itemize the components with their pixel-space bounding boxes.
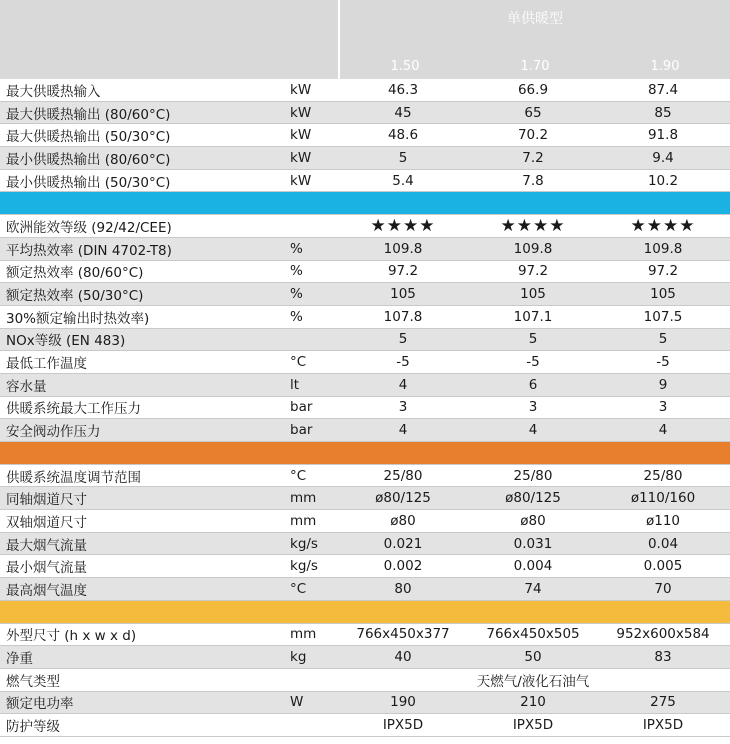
- row-value: 87.4: [647, 81, 679, 98]
- row-label: 最高烟气温度: [6, 582, 87, 599]
- row-value: -5: [396, 354, 410, 371]
- table-row: [0, 102, 730, 125]
- table-row: [0, 147, 730, 170]
- row-value: IPX5D: [512, 717, 554, 734]
- row-value: ø80/125: [505, 490, 561, 507]
- row-value: 190: [390, 694, 416, 711]
- row-unit: °C: [290, 467, 307, 484]
- row-value: 66.9: [517, 81, 549, 98]
- row-value: 109.8: [513, 240, 553, 257]
- row-unit: °C: [290, 580, 307, 597]
- row-unit: %: [290, 308, 303, 325]
- row-value: 85: [654, 104, 672, 121]
- table-row: [0, 578, 730, 601]
- row-value: 7.8: [522, 172, 544, 189]
- table-row: [0, 351, 730, 374]
- row-label: 同轴烟道尺寸: [6, 492, 87, 509]
- row-value: 48.6: [387, 127, 419, 144]
- row-label: 双轴烟道尺寸: [6, 514, 87, 531]
- row-unit: mm: [290, 626, 317, 643]
- table-row: [0, 283, 730, 306]
- row-value: 10.2: [647, 172, 679, 189]
- row-value: 107.1: [513, 308, 553, 325]
- row-label: 供暖系统最大工作压力: [6, 401, 141, 418]
- model-label: 1.70: [520, 59, 550, 74]
- row-value: ø80: [390, 512, 416, 529]
- row-value: 83: [654, 649, 672, 666]
- model-label: 1.50: [390, 59, 420, 74]
- table-row: [0, 215, 730, 238]
- row-unit: bar: [290, 399, 313, 416]
- section-efficiency: [0, 215, 730, 442]
- energy-stars: ★★★★: [500, 215, 566, 236]
- section-general: [0, 624, 730, 737]
- row-label: 供暖系统温度调节范围: [6, 469, 141, 486]
- table-row: [0, 261, 730, 284]
- row-value: 105: [390, 286, 416, 303]
- row-value: 0.005: [643, 558, 683, 575]
- row-value: 80: [394, 580, 412, 597]
- row-label: 平均热效率 (DIN 4702-T8): [6, 242, 172, 259]
- table-row: [0, 555, 730, 578]
- row-unit: kg/s: [290, 535, 318, 552]
- row-value: 766x450x505: [486, 626, 580, 643]
- row-value: 25/80: [383, 467, 423, 484]
- row-value: 275: [650, 694, 676, 711]
- row-value: 65: [524, 104, 542, 121]
- row-unit: mm: [290, 512, 317, 529]
- table-row: [0, 329, 730, 352]
- table-row: [0, 487, 730, 510]
- row-label: 额定热效率 (80/60°C): [6, 265, 144, 282]
- row-value: 5: [398, 331, 408, 348]
- row-value: 105: [520, 286, 546, 303]
- row-label: 额定电功率: [6, 696, 74, 713]
- table-row: [0, 79, 730, 102]
- row-unit: bar: [290, 422, 313, 439]
- row-label: 外型尺寸 (h x w x d): [6, 628, 137, 645]
- row-value: 5.4: [392, 172, 414, 189]
- table-row: [0, 669, 730, 692]
- row-label: 最小供暖热输出 (80/60°C): [6, 151, 171, 168]
- row-unit: kW: [290, 172, 312, 189]
- table-row: [0, 124, 730, 147]
- row-label: 防护等级: [6, 719, 60, 736]
- row-unit: kg/s: [290, 558, 318, 575]
- row-value: 4: [528, 422, 538, 439]
- row-value: 97.2: [517, 263, 549, 280]
- row-value: 109.8: [643, 240, 683, 257]
- row-value: 70: [654, 580, 672, 597]
- row-unit: °C: [290, 354, 307, 371]
- row-label: 最低工作温度: [6, 356, 87, 373]
- table-row: [0, 397, 730, 420]
- row-value: 40: [394, 649, 412, 666]
- row-value: 25/80: [643, 467, 683, 484]
- energy-stars: ★★★★: [630, 215, 696, 236]
- row-value: 0.031: [513, 535, 553, 552]
- row-value: 3: [658, 399, 668, 416]
- row-unit: kg: [290, 649, 307, 666]
- row-label: 欧洲能效等级 (92/42/CEE): [6, 219, 172, 236]
- row-unit: mm: [290, 490, 317, 507]
- row-value: 4: [658, 422, 668, 439]
- row-label: 额定热效率 (50/30°C): [6, 288, 144, 305]
- table-row: [0, 692, 730, 715]
- row-value: 97.2: [647, 263, 679, 280]
- row-value: 3: [528, 399, 538, 416]
- row-label: 安全阀动作压力: [6, 424, 101, 441]
- row-value: -5: [526, 354, 540, 371]
- row-value: 91.8: [647, 127, 679, 144]
- table-row: [0, 465, 730, 488]
- table-row: [0, 714, 730, 737]
- table-row: [0, 624, 730, 647]
- table-row: [0, 238, 730, 261]
- row-value: 0.021: [383, 535, 423, 552]
- row-value: 7.2: [522, 149, 544, 166]
- section-band-blue: [0, 192, 730, 215]
- header-title: 单供暖型: [507, 11, 563, 27]
- row-value: 45: [394, 104, 412, 121]
- row-value: 6: [528, 376, 538, 393]
- row-value: 9: [658, 376, 668, 393]
- row-label: 最小烟气流量: [6, 560, 87, 577]
- row-unit: kW: [290, 81, 312, 98]
- row-value: 107.8: [383, 308, 423, 325]
- row-value: 9.4: [652, 149, 674, 166]
- row-value: 74: [524, 580, 542, 597]
- energy-stars: ★★★★: [370, 215, 436, 236]
- row-label: 最大供暖热输入: [6, 83, 101, 100]
- section-flue: [0, 465, 730, 601]
- row-label: 燃气类型: [6, 673, 60, 690]
- row-unit: kW: [290, 104, 312, 121]
- row-value: 5: [528, 331, 538, 348]
- row-value: 97.2: [387, 263, 419, 280]
- row-value: 5: [658, 331, 668, 348]
- row-value: ø80/125: [375, 490, 431, 507]
- model-label: 1.90: [650, 59, 680, 74]
- table-row: [0, 374, 730, 397]
- row-value: 0.004: [513, 558, 553, 575]
- table-row: [0, 646, 730, 669]
- row-value: ø110/160: [630, 490, 696, 507]
- row-value: 70.2: [517, 127, 549, 144]
- row-label: 最大供暖热输出 (80/60°C): [6, 106, 171, 123]
- row-value: 766x450x377: [356, 626, 450, 643]
- row-value: 0.04: [647, 535, 679, 552]
- row-label: 最小供暖热输出 (50/30°C): [6, 174, 171, 191]
- row-value: 3: [398, 399, 408, 416]
- row-value-span: 天燃气/液化石油气: [476, 673, 590, 690]
- row-unit: %: [290, 286, 303, 303]
- row-value: 105: [650, 286, 676, 303]
- row-value: 25/80: [513, 467, 553, 484]
- table-row: [0, 510, 730, 533]
- row-value: 210: [520, 694, 546, 711]
- table-row: [0, 306, 730, 329]
- row-value: -5: [656, 354, 670, 371]
- row-value: 4: [398, 376, 408, 393]
- row-label: 最大烟气流量: [6, 537, 87, 554]
- row-label: 最大供暖热输出 (50/30°C): [6, 129, 171, 146]
- row-value: IPX5D: [382, 717, 424, 734]
- section-heat-output: [0, 79, 730, 192]
- row-label: NOx等级 (EN 483): [6, 333, 126, 350]
- row-value: 0.002: [383, 558, 423, 575]
- section-band-orange: [0, 442, 730, 465]
- row-unit: W: [290, 694, 304, 711]
- row-value: 46.3: [387, 81, 419, 98]
- row-value: 109.8: [383, 240, 423, 257]
- row-value: 5: [398, 149, 408, 166]
- row-value: ø110: [645, 512, 681, 529]
- row-value: IPX5D: [642, 717, 684, 734]
- row-unit: %: [290, 240, 303, 257]
- row-value: 50: [524, 649, 542, 666]
- row-label: 容水量: [6, 378, 47, 395]
- table-row: [0, 419, 730, 442]
- row-label: 净重: [6, 651, 33, 668]
- table-row: [0, 533, 730, 556]
- row-unit: lt: [290, 376, 300, 393]
- table-header: [0, 0, 730, 79]
- row-label: 30%额定输出时热效率): [6, 310, 150, 327]
- row-value: 952x600x584: [616, 626, 710, 643]
- row-value: ø80: [520, 512, 546, 529]
- row-value: 107.5: [643, 308, 683, 325]
- row-unit: kW: [290, 127, 312, 144]
- section-band-yellow: [0, 601, 730, 624]
- row-value: 4: [398, 422, 408, 439]
- table-row: [0, 170, 730, 193]
- row-unit: %: [290, 263, 303, 280]
- row-unit: kW: [290, 149, 312, 166]
